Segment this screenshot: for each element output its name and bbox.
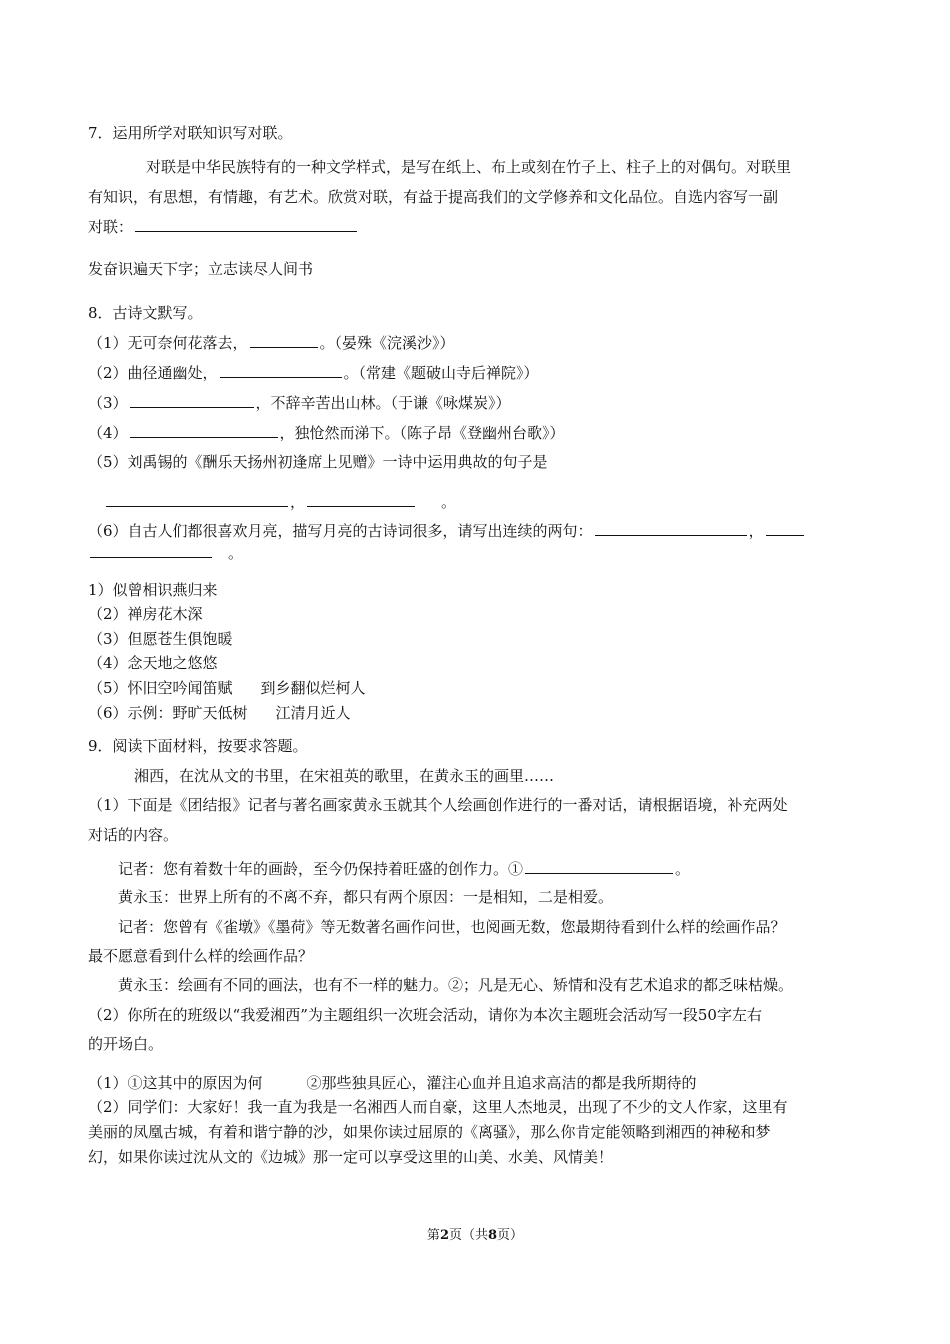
q7-para-line2: 有知识，有思想，有情趣，有艺术。欣赏对联，有益于提高我们的文学修养和文化品位。自选内容写一副 bbox=[88, 188, 779, 206]
q9-answer1 bbox=[88, 1072, 697, 1094]
q8-item1-blank bbox=[250, 331, 318, 348]
q8-answer-1: 1）似曾相识燕归来 bbox=[88, 581, 218, 599]
q7-answer: 发奋识遍天下字；立志读尽人间书 bbox=[88, 260, 314, 278]
q7-para-line1: 对联是中华民族特有的一种文学样式，是写在纸上、布上或刻在竹子上、柱子上的对偶句。对联里 bbox=[146, 158, 792, 176]
q9-sub1-line2: 对话的内容。 bbox=[88, 826, 179, 844]
q9-answer2-line3: 幻，如果你读过沈从文的《边城》那一定可以享受这里的山美、水美、风情美！ bbox=[88, 1148, 614, 1166]
q8-item6-blank2a bbox=[766, 519, 804, 536]
q8-item5-period: 。 bbox=[441, 493, 457, 511]
q8-item4-blank bbox=[130, 421, 278, 438]
q8-item3-num: （3） bbox=[88, 394, 128, 412]
q7-blank bbox=[135, 215, 357, 232]
q9-dialog3-line1: 记者：您曾有《雀墩》《墨荷》等无数著名画作问世，也阅画无数，您最期待看到什么样的绘画作品？ bbox=[118, 918, 786, 936]
q9-dialog1-text: 记者：您有着数十年的画龄，至今仍保持着旺盛的创作力。① bbox=[118, 860, 524, 878]
q9-sub2-line1: （2）你所在的班级以“我爱湘西”为主题组织一次班会活动，请你为本次主题班会活动写一段50字左右 bbox=[88, 1006, 762, 1024]
q9-sub1-line1: （1）下面是《团结报》记者与著名画家黄永玉就其个人绘画创作进行的一番对话，请根据语境，补充两处 bbox=[88, 796, 788, 814]
q9-answer1b: ②那些独具匠心，灌注心血并且追求高洁的都是我所期待的 bbox=[306, 1074, 697, 1092]
q8-item3-blank bbox=[130, 391, 254, 408]
q8-answer-6a: （6）示例：野旷天低树 bbox=[88, 704, 248, 722]
q9-dialog1 bbox=[118, 857, 690, 880]
q8-item3 bbox=[88, 391, 511, 414]
q8-answer-4: （4）念天地之悠悠 bbox=[88, 654, 218, 672]
q8-item5-blank1 bbox=[106, 490, 288, 507]
q8-answer-6 bbox=[88, 702, 351, 724]
q9-dialog1-blank bbox=[525, 857, 673, 874]
q8-answer-5a: （5）怀旧空吟闻笛赋 bbox=[88, 679, 233, 697]
q9-dialog2: 黄永玉：世界上所有的不离不弃，都只有两个原因：一是相知，二是相爱。 bbox=[118, 888, 614, 906]
q8-answer-6b: 江清月近人 bbox=[275, 704, 351, 722]
q9-answer2-line1: （2）同学们：大家好！我一直为我是一名湘西人而自豪，这里人杰地灵，出现了不少的文人作家，这里有 bbox=[88, 1098, 788, 1116]
q9-answer2-line2: 美丽的凤凰古城，有着和谐宁静的沙，如果你读过屈原的《离骚》，那么你肯定能领略到湘西的神秘和梦 bbox=[88, 1123, 771, 1141]
q8-item6-text: （6）自古人们都很喜欢月亮，描写月亮的古诗词很多，请写出连续的两句： bbox=[88, 522, 593, 540]
q8-item4-num: （4） bbox=[88, 424, 128, 442]
q8-item2-text: （2）曲径通幽处， bbox=[88, 364, 218, 382]
q9-dialog4: 黄永玉：绘画有不同的画法，也有不一样的魅力。②；凡是无心、矫情和没有艺术追求的都乏味枯燥。 bbox=[118, 976, 794, 994]
q9-title: 9．阅读下面材料，按要求答题。 bbox=[88, 737, 308, 755]
q8-item6-cont bbox=[88, 541, 243, 564]
q9-dialog3-line2: 最不愿意看到什么样的绘画作品？ bbox=[88, 947, 314, 965]
q8-item5: （5）刘禹锡的《酬乐天扬州初逢席上见赠》一诗中运用典故的句子是 bbox=[88, 453, 548, 471]
page-footer: 第2页（共8页） bbox=[426, 1228, 524, 1243]
q8-item5-blank2 bbox=[307, 490, 415, 507]
q8-item1-text: （1）无可奈何花落去， bbox=[88, 334, 248, 352]
q7-prompt bbox=[88, 215, 359, 238]
q8-item2-blank bbox=[220, 361, 342, 378]
q8-item6-blank2b bbox=[90, 541, 212, 558]
q8-item5-blanks bbox=[104, 490, 456, 513]
q8-answer-5 bbox=[88, 677, 366, 699]
q8-item6-blank1 bbox=[595, 519, 747, 536]
q9-sub2-line2: 的开场白。 bbox=[88, 1035, 164, 1053]
q8-answer-3: （3）但愿苍生俱饱暖 bbox=[88, 630, 233, 648]
q9-dialog1-period: 。 bbox=[675, 860, 691, 878]
q8-item5-comma: ， bbox=[290, 493, 306, 511]
q8-item6-period: 。 bbox=[228, 544, 244, 562]
q8-item3-text: ，不辞辛苦出山林。（于谦《咏煤炭》） bbox=[255, 394, 511, 412]
q7-prompt-label: 对联： bbox=[88, 218, 134, 236]
q8-item2-source: 。（常建《题破山寺后禅院》） bbox=[343, 364, 539, 382]
q8-item1 bbox=[88, 331, 455, 354]
q8-item4 bbox=[88, 421, 565, 444]
q8-item1-source: 。（晏殊《浣溪沙》） bbox=[319, 334, 455, 352]
q8-item2 bbox=[88, 361, 539, 384]
q9-intro: 湘西，在沈从文的书里，在宋祖英的歌里，在黄永玉的画里…… bbox=[134, 767, 555, 785]
q7-title: 7．运用所学对联知识写对联。 bbox=[88, 124, 293, 142]
q8-item6-comma: ， bbox=[748, 522, 764, 540]
q8-answer-2: （2）禅房花木深 bbox=[88, 605, 203, 623]
q8-answer-5b: 到乡翻似烂柯人 bbox=[260, 679, 366, 697]
total-pages: 8 bbox=[488, 1228, 498, 1243]
q8-title: 8．古诗文默写。 bbox=[88, 304, 203, 322]
q9-answer1a: （1）①这其中的原因为何 bbox=[88, 1074, 263, 1092]
current-page: 2 bbox=[439, 1228, 449, 1243]
q8-item4-text: ，独怆然而涕下。（陈子昂《登幽州台歌》） bbox=[279, 424, 565, 442]
q8-item6 bbox=[88, 519, 806, 542]
